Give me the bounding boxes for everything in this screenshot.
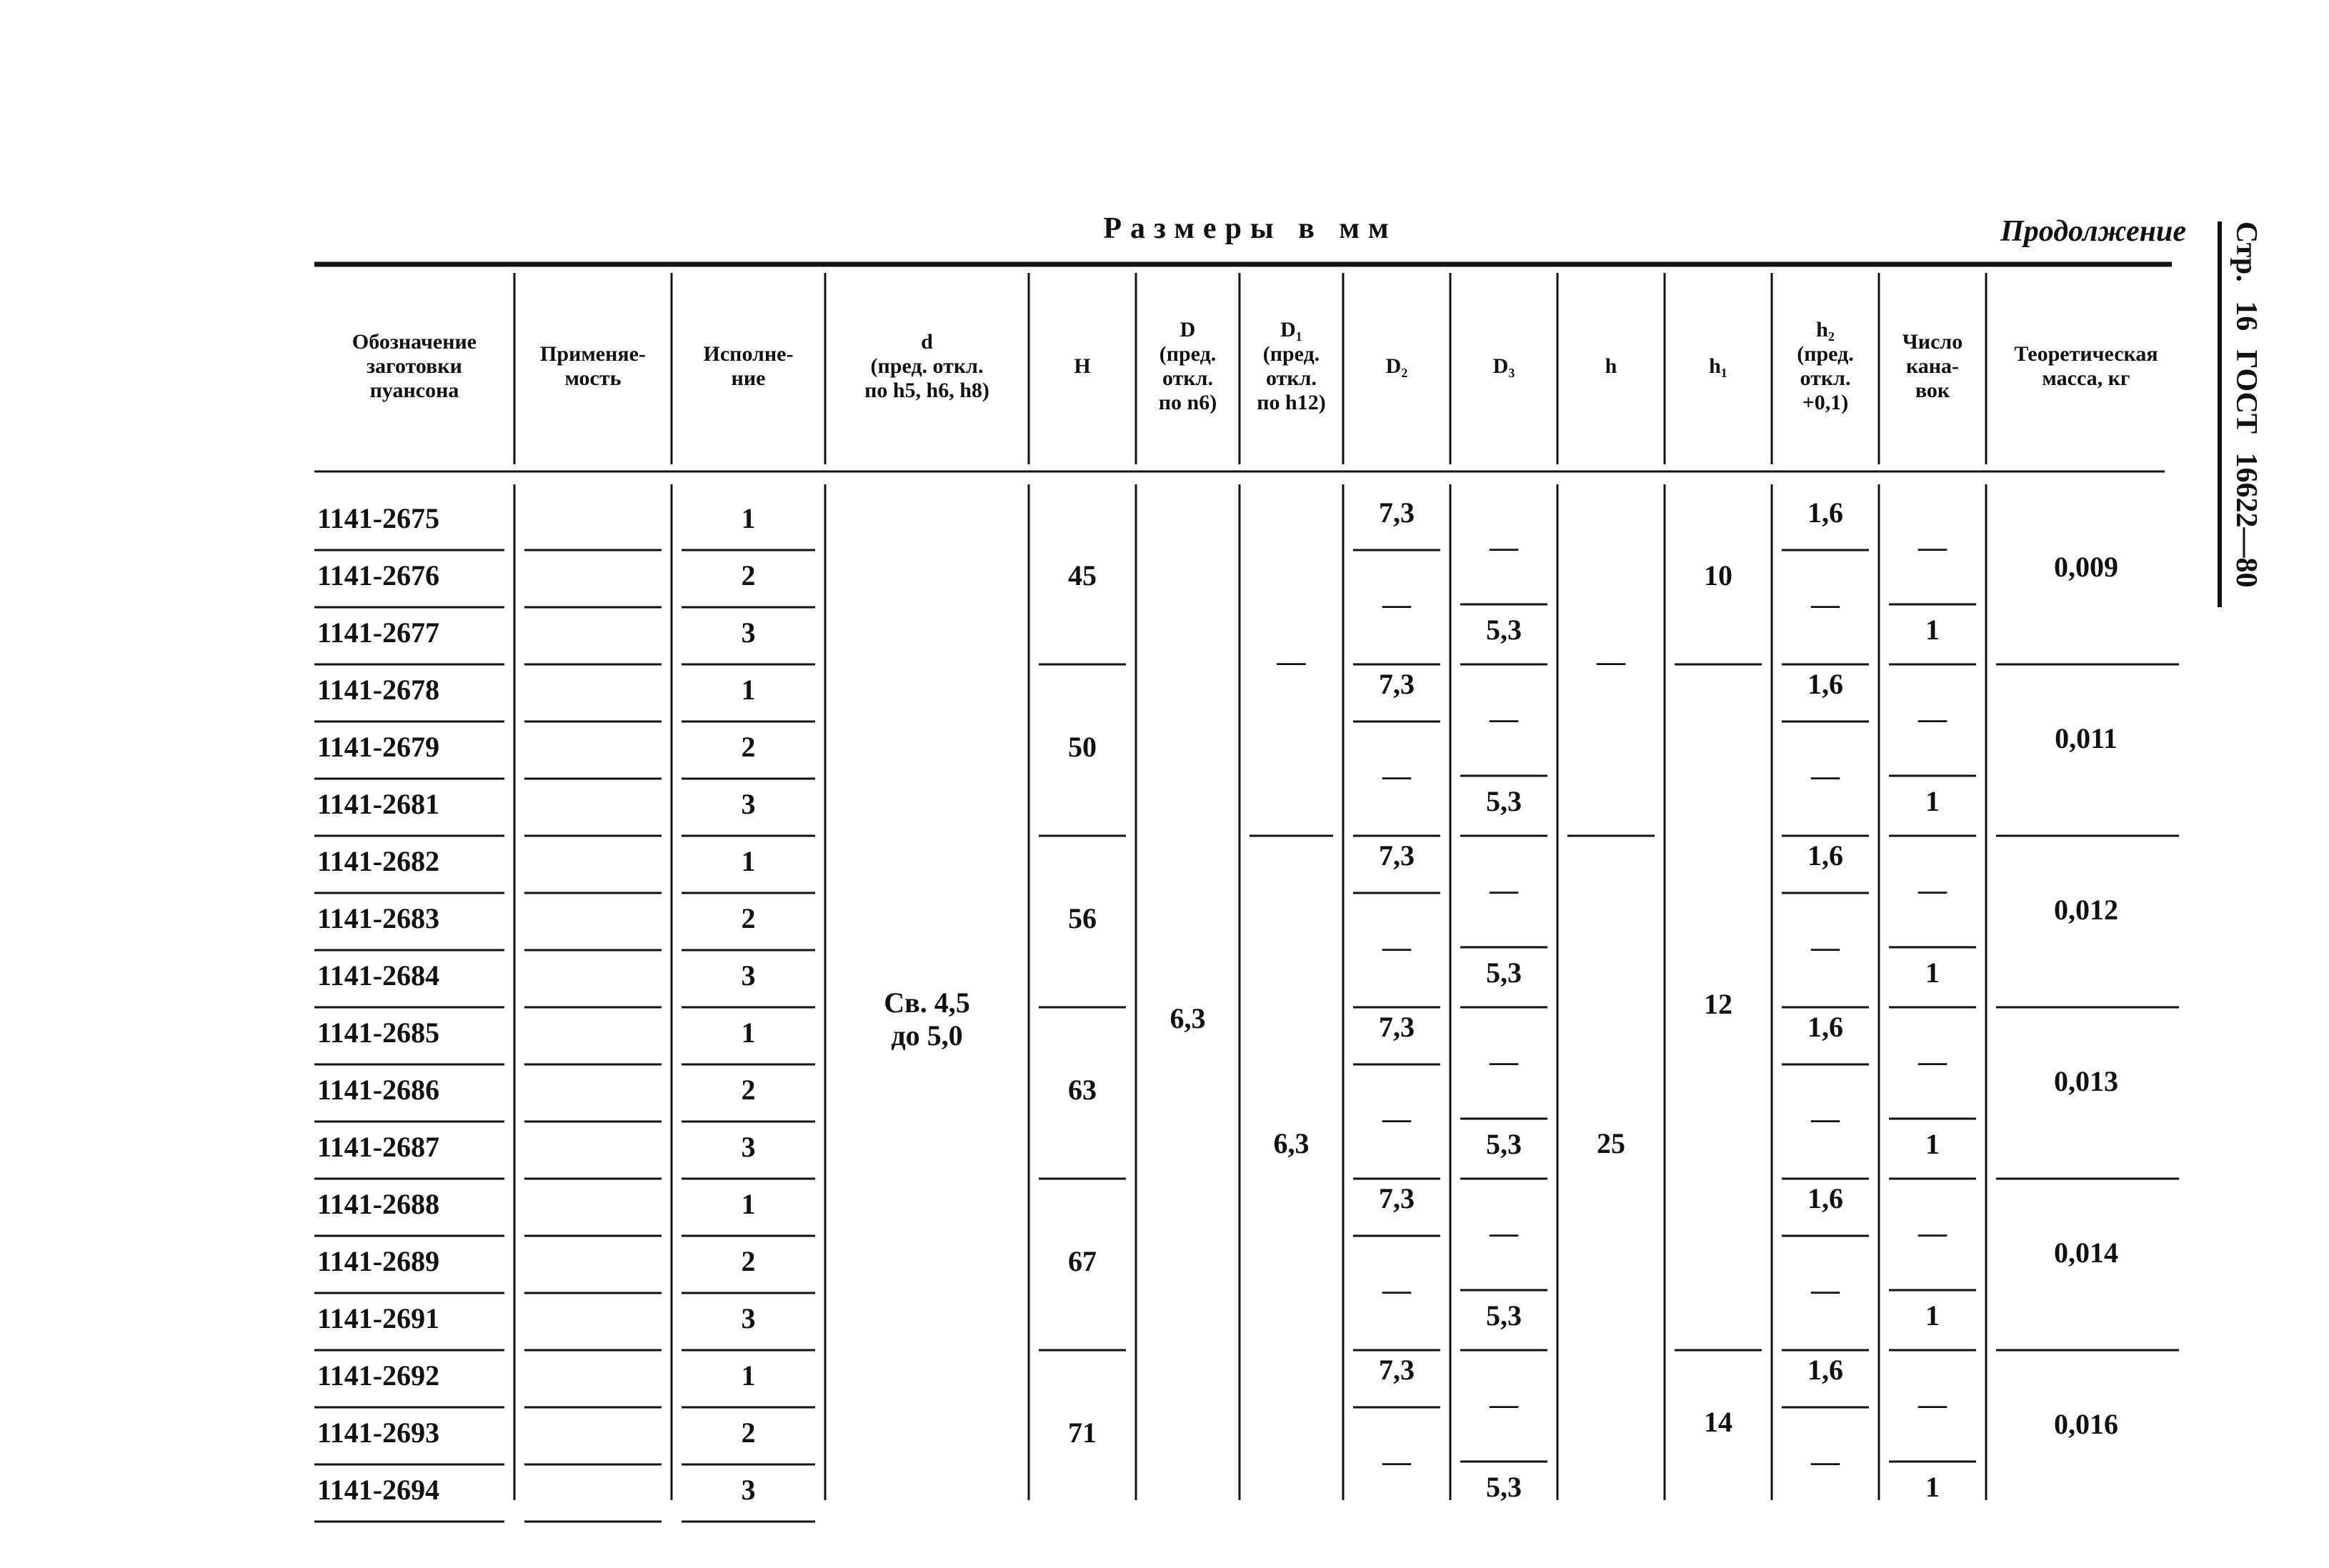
column-header-mass: масса, кг (2042, 366, 2130, 390)
blank-code-cell: 1141-2684 (317, 959, 440, 992)
H-cell: 71 (1068, 1417, 1097, 1449)
h2-cell: — (1811, 1102, 1840, 1135)
h2-cell: — (1811, 1274, 1840, 1307)
H-cell: 63 (1068, 1074, 1097, 1107)
D2-cell: 7,3 (1379, 1182, 1415, 1215)
column-header-D: откл. (1162, 366, 1213, 390)
table-title: Размеры в мм (1103, 212, 1397, 245)
D2-cell: 7,3 (1379, 668, 1415, 701)
version-cell: 2 (741, 731, 756, 764)
D3-dash-cell: — (1490, 531, 1518, 564)
h2-cell: 1,6 (1807, 1182, 1843, 1215)
blank-code-cell: 1141-2693 (317, 1417, 440, 1449)
column-header-h2: h₂ (1816, 317, 1835, 341)
column-header-h: h (1605, 354, 1617, 378)
version-cell: 2 (741, 1417, 756, 1449)
mass-cell: 0,009 (2054, 551, 2118, 584)
H-cell: 45 (1068, 559, 1097, 592)
column-header-version: Исполне- (703, 341, 794, 366)
H-cell: 67 (1068, 1245, 1097, 1278)
H-cell: 56 (1068, 902, 1097, 935)
D2-cell: 7,3 (1379, 839, 1415, 872)
version-cell: 3 (741, 959, 756, 992)
D2-cell: — (1382, 759, 1411, 792)
D3-cell: 5,3 (1486, 1299, 1522, 1332)
D3-cell: 5,3 (1486, 1471, 1522, 1504)
blank-code-cell: 1141-2675 (317, 502, 440, 535)
version-cell: 3 (741, 788, 756, 821)
mass-cell: 0,011 (2055, 722, 2118, 755)
column-header-h1: h₁ (1709, 354, 1727, 378)
grooves-dash-cell: — (1918, 1217, 1947, 1249)
h2-cell: — (1811, 759, 1840, 792)
blank-code-cell: 1141-2678 (317, 674, 440, 706)
column-header-d: (пред. откл. (870, 354, 984, 378)
D-cell: 6,3 (1170, 1002, 1206, 1035)
D3-dash-cell: — (1490, 874, 1518, 907)
version-cell: 3 (741, 1302, 756, 1335)
blank-code-cell: 1141-2683 (317, 902, 440, 935)
grooves-cell: 1 (1925, 1471, 1940, 1504)
D2-cell: — (1382, 1445, 1411, 1478)
column-header-D: (пред. (1159, 341, 1217, 366)
grooves-dash-cell: — (1918, 1045, 1947, 1078)
column-header-grooves: вок (1915, 378, 1950, 402)
version-cell: 2 (741, 1245, 756, 1278)
D1-cell: 6,3 (1273, 1127, 1310, 1160)
column-header-d: по h5, h6, h8) (864, 378, 989, 402)
blank-code-cell: 1141-2692 (317, 1359, 440, 1392)
D2-cell: — (1382, 1274, 1411, 1307)
h1-cell: 12 (1704, 988, 1732, 1021)
column-header-D1: по h12) (1257, 390, 1326, 414)
version-cell: 3 (741, 1131, 756, 1164)
D2-cell: — (1382, 931, 1411, 964)
blank-code-cell: 1141-2687 (317, 1131, 440, 1164)
version-cell: 1 (741, 1359, 756, 1392)
mass-cell: 0,014 (2054, 1237, 2118, 1269)
blank-code-cell: 1141-2686 (317, 1074, 440, 1107)
grooves-cell: 1 (1925, 1299, 1940, 1332)
d-range-cell: Св. 4,5 (884, 987, 970, 1019)
d-range-cell: до 5,0 (891, 1019, 963, 1052)
h2-cell: 1,6 (1807, 668, 1843, 701)
D3-cell: 5,3 (1486, 614, 1522, 646)
column-header-version: ние (731, 366, 766, 390)
blank-code-cell: 1141-2679 (317, 731, 440, 764)
D1-dash-cell: — (1277, 645, 1306, 678)
h2-cell: — (1811, 588, 1840, 621)
column-header-h2: +0,1) (1802, 390, 1849, 414)
h2-cell: 1,6 (1807, 839, 1843, 872)
D3-dash-cell: — (1490, 1388, 1518, 1421)
version-cell: 1 (741, 845, 756, 878)
h1-cell: 10 (1704, 559, 1732, 592)
column-header-D1: D₁ (1280, 317, 1302, 341)
h-dash-cell: — (1597, 645, 1625, 678)
grooves-cell: 1 (1925, 1128, 1940, 1161)
grooves-cell: 1 (1925, 614, 1940, 646)
version-cell: 1 (741, 1188, 756, 1221)
column-header-grooves: Число (1902, 329, 1963, 354)
D3-dash-cell: — (1490, 702, 1518, 735)
column-header-code: Обозначение (351, 329, 477, 354)
blank-code-cell: 1141-2688 (317, 1188, 440, 1221)
h2-cell: — (1811, 1445, 1840, 1478)
column-header-d: d (921, 329, 933, 354)
grooves-dash-cell: — (1918, 1388, 1947, 1421)
version-cell: 1 (741, 674, 756, 706)
mass-cell: 0,013 (2054, 1065, 2118, 1098)
column-header-D: по n6) (1158, 390, 1217, 414)
column-header-applicability: Применяе- (540, 341, 646, 366)
grooves-cell: 1 (1925, 785, 1940, 818)
grooves-dash-cell: — (1918, 702, 1947, 735)
D2-cell: — (1382, 588, 1411, 621)
h-cell: 25 (1597, 1127, 1625, 1160)
column-header-H: H (1074, 354, 1091, 378)
version-cell: 1 (741, 1017, 756, 1049)
version-cell: 2 (741, 1074, 756, 1107)
continuation-label: Продолжение (2000, 215, 2186, 248)
D3-dash-cell: — (1490, 1045, 1518, 1078)
column-header-h2: (пред. (1797, 341, 1854, 366)
h2-cell: 1,6 (1807, 496, 1843, 529)
blank-code-cell: 1141-2676 (317, 559, 440, 592)
standard-page-label: Стр. 16 ГОСТ 16622—80 (2230, 221, 2263, 588)
column-header-D: D (1180, 317, 1196, 341)
mass-cell: 0,012 (2054, 894, 2118, 927)
D2-cell: 7,3 (1379, 1354, 1415, 1387)
D3-cell: 5,3 (1486, 785, 1522, 818)
blank-code-cell: 1141-2682 (317, 845, 440, 878)
blank-code-cell: 1141-2694 (317, 1474, 440, 1507)
column-header-D1: (пред. (1262, 341, 1320, 366)
column-header-D1: откл. (1266, 366, 1317, 390)
column-header-D2: D₂ (1385, 354, 1408, 378)
blank-code-cell: 1141-2685 (317, 1017, 440, 1049)
column-header-mass: Теоретическая (2014, 341, 2158, 366)
column-header-D3: D₃ (1492, 354, 1515, 378)
h1-cell: 14 (1704, 1406, 1732, 1439)
blank-code-cell: 1141-2677 (317, 616, 440, 649)
column-header-grooves: кана- (1905, 354, 1960, 378)
version-cell: 2 (741, 559, 756, 592)
H-cell: 50 (1068, 731, 1097, 764)
version-cell: 1 (741, 502, 756, 535)
grooves-dash-cell: — (1918, 874, 1947, 907)
mass-cell: 0,016 (2054, 1408, 2118, 1441)
column-header-h2: откл. (1800, 366, 1851, 390)
column-header-code: заготовки (366, 354, 462, 378)
D3-cell: 5,3 (1486, 957, 1522, 989)
blank-code-cell: 1141-2689 (317, 1245, 440, 1278)
version-cell: 3 (741, 1474, 756, 1507)
h2-cell: 1,6 (1807, 1011, 1843, 1044)
D3-cell: 5,3 (1486, 1128, 1522, 1161)
column-header-applicability: мость (564, 366, 622, 390)
column-header-code: пуансона (369, 378, 459, 402)
D2-cell: — (1382, 1102, 1411, 1135)
blank-code-cell: 1141-2681 (317, 788, 440, 821)
D3-dash-cell: — (1490, 1217, 1518, 1249)
blank-code-cell: 1141-2691 (317, 1302, 440, 1335)
h2-cell: 1,6 (1807, 1354, 1843, 1387)
D2-cell: 7,3 (1379, 496, 1415, 529)
grooves-dash-cell: — (1918, 531, 1947, 564)
D2-cell: 7,3 (1379, 1011, 1415, 1044)
grooves-cell: 1 (1925, 957, 1940, 989)
version-cell: 2 (741, 902, 756, 935)
version-cell: 3 (741, 616, 756, 649)
h2-cell: — (1811, 931, 1840, 964)
